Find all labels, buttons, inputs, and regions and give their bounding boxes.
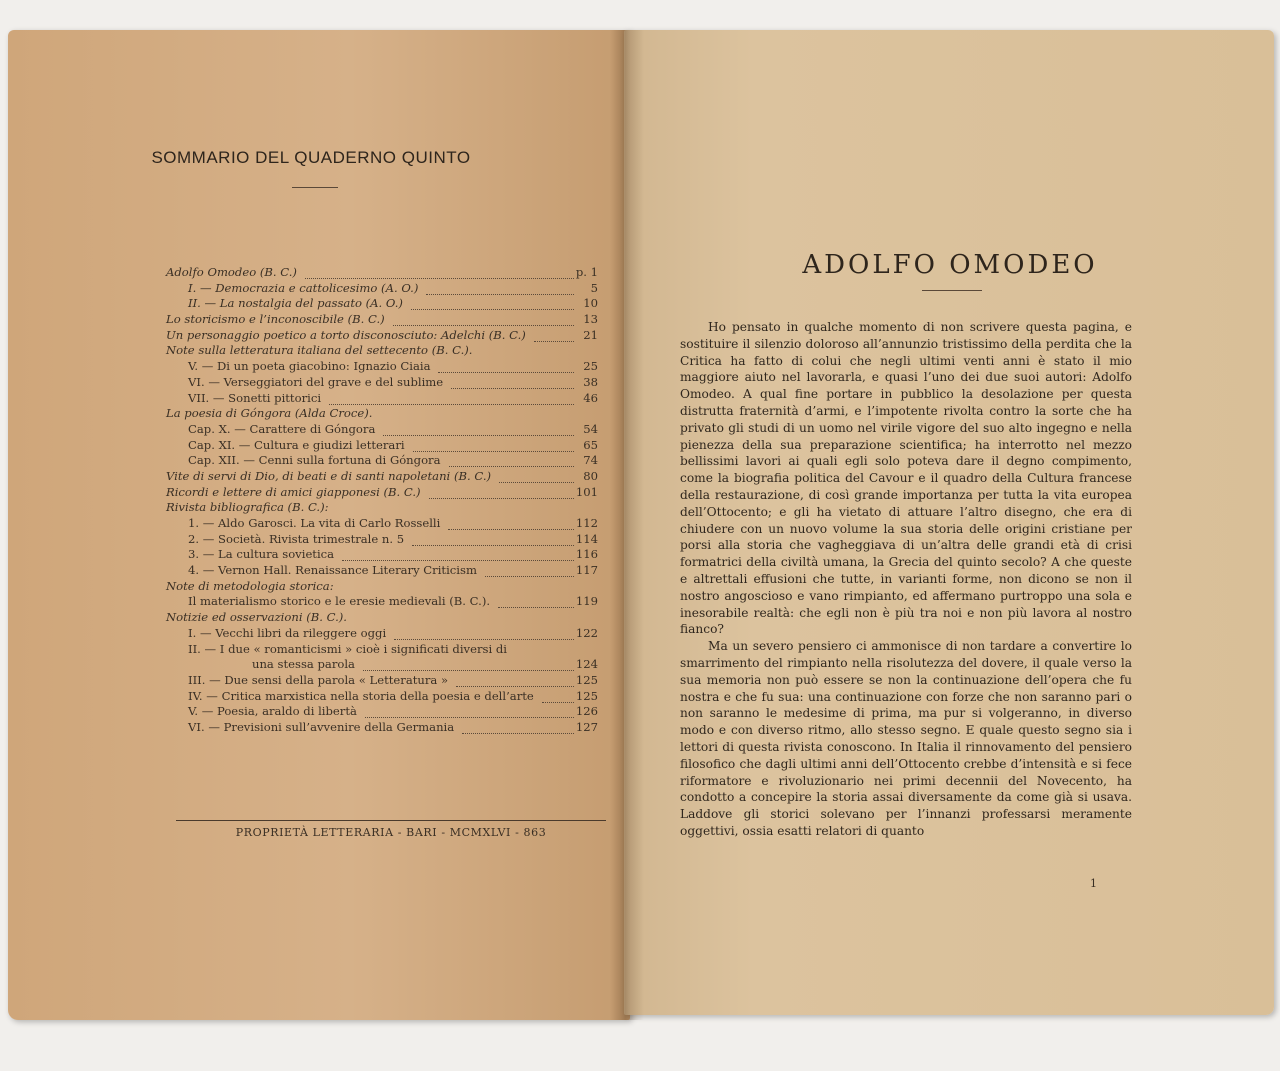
- page-number: 1: [1090, 877, 1097, 890]
- toc-leader-dots: [456, 677, 574, 687]
- toc-entry: [166, 469, 598, 485]
- toc-entry-title: V. — Di un poeta giacobino: Ignazio Ciaia: [188, 359, 431, 374]
- toc-page-number: 5: [590, 280, 598, 295]
- toc-entry: [166, 500, 598, 516]
- toc-page-number: 124: [575, 657, 598, 672]
- toc-entry-title: Notizie ed osservazioni (B. C.).: [166, 610, 347, 625]
- toc-leader-dots: [413, 442, 574, 452]
- toc-leader-dots: [383, 426, 574, 436]
- toc-entry: [166, 265, 598, 281]
- toc-entry-title: VII. — Sonetti pittorici: [188, 390, 322, 405]
- toc-entry: [166, 343, 598, 359]
- toc-entry: [166, 642, 598, 658]
- toc-entry-title: II. — La nostalgia del passato (A. O.): [188, 296, 403, 311]
- toc-entry-title: Cap. X. — Carattere di Góngora: [188, 421, 376, 436]
- toc-leader-dots: [342, 551, 574, 561]
- toc-leader-dots: [462, 724, 574, 734]
- toc-entry-title: Cap. XII. — Cenni sulla fortuna di Góngora: [188, 453, 441, 468]
- toc-entry-title: I. — Democrazia e cattolicesimo (A. O.): [188, 280, 419, 295]
- footer-rule: [176, 820, 606, 821]
- imprint-footer: PROPRIETÀ LETTERARIA - BARI - MCMXLVI - 863: [235, 826, 547, 839]
- toc-entry-title: Il materialismo storico e le eresie medievali (B. C.).: [188, 594, 491, 609]
- toc-leader-dots: [499, 473, 574, 483]
- toc-entry: [166, 485, 598, 501]
- toc-entry: [166, 673, 598, 689]
- toc-leader-dots: [305, 269, 574, 279]
- toc-entry: [166, 563, 598, 579]
- toc-page-number: 65: [583, 437, 598, 452]
- toc-page-number: 46: [583, 390, 598, 405]
- toc-entry: [166, 438, 598, 454]
- book-gutter: [610, 30, 644, 1020]
- toc-page-number: 54: [583, 421, 598, 436]
- article-title: ADOLFO OMODEO: [802, 250, 1098, 280]
- toc-entry: [166, 391, 598, 407]
- toc-entry: [166, 516, 598, 532]
- toc-entry-title: I. — Vecchi libri da rileggere oggi: [188, 625, 387, 640]
- toc-page-number: 101: [575, 484, 598, 499]
- toc-leader-dots: [329, 395, 574, 405]
- toc-leader-dots: [449, 457, 574, 467]
- toc-page-number: 116: [575, 547, 598, 562]
- toc-entry-title: 3. — La cultura sovietica: [188, 547, 335, 562]
- toc-entry: [166, 312, 598, 328]
- toc-entry: [166, 328, 598, 344]
- toc-page-number: 38: [583, 374, 598, 389]
- toc-leader-dots: [485, 567, 574, 577]
- toc-page-number: 25: [583, 359, 598, 374]
- toc-entry: [166, 532, 598, 548]
- toc-leader-dots: [412, 536, 574, 546]
- article-body: [680, 319, 1132, 840]
- toc-entry-title: 4. — Vernon Hall. Renaissance Literary Criticism: [188, 563, 477, 578]
- toc-entry-title: Cap. XI. — Cultura e giudizi letterari: [188, 437, 405, 452]
- toc-page-number: 114: [575, 531, 598, 546]
- toc-entry: [166, 657, 598, 673]
- toc-leader-dots: [393, 316, 574, 326]
- toc-entry: [166, 547, 598, 563]
- toc-entry-title: una stessa parola: [252, 657, 355, 672]
- toc-page-number: 122: [575, 625, 598, 640]
- toc-page-number: 127: [575, 719, 598, 734]
- toc-page-number: 74: [583, 453, 598, 468]
- toc-entry-title: VI. — Verseggiatori del grave e del sublime: [188, 374, 444, 389]
- toc-entry: [166, 626, 598, 642]
- toc-entry-title: VI. — Previsioni sull’avvenire della Germania: [188, 719, 455, 734]
- toc-page-number: 80: [583, 468, 598, 483]
- toc-entry: [166, 453, 598, 469]
- toc-entry-title: Adolfo Omodeo (B. C.): [166, 265, 297, 279]
- toc-page-number: p. 1: [575, 265, 598, 279]
- toc-entry: [166, 704, 598, 720]
- toc-page-number: 117: [575, 563, 598, 578]
- table-of-contents: [166, 265, 598, 736]
- toc-entry-title: Rivista bibliografica (B. C.):: [166, 500, 329, 515]
- toc-page-number: 125: [575, 688, 598, 703]
- toc-entry: [166, 579, 598, 595]
- article-paragraph: Ho pensato in qualche momento di non scrivere questa pagina, e sostituire il silenzio doloroso all’annunzio tristissimo della perdita che la Critica ha fatto di colui che negli ultimi venti anni è stato il mio maggiore aiuto nel lavorarla, e quasi l’uno dei due suoi autori: Adolfo Omodeo. A qual fine portare in pubblico la desolazione per questa distrutta fraternità d’armi, e l’impotente rivolta contro la sorte che ha privato gli studi di un uomo nel virile vigore del suo alto ingegno e nella pienezza della sua preparazione scientifica; ha interrotto nel mezzo bellissimi lavori ai quali egli solo poteva dare il degno compimento, come la biografia politica del Cavour e il quadro della Cultura francese della restaurazione, di così grande importanza per tutta la vita europea dell’Ottocento; e gli ha vietato di attuare l’altro disegno, che era di chiudere con un nuovo volume la sua storia delle origini cristiane per porsi alla storia che vagheggiava di un’altra delle grandi età di crisi formatrici della civiltà umana, la Grecia del quinto secolo? A che queste e altrettali effusioni che tutte, in varianti forme, non dicono se non il nostro angoscioso e vano rimpianto, ed affermano purtroppo una sola e inesorabile realtà: che egli non è più tra noi e non più lavora al nostro fianco?: [680, 320, 1132, 637]
- article-title-rule: [922, 290, 982, 291]
- toc-leader-dots: [394, 630, 574, 640]
- toc-entry: [166, 720, 598, 736]
- toc-entry-title: Un personaggio poetico a torto disconosciuto: Adelchi (B. C.): [166, 327, 526, 342]
- toc-leader-dots: [363, 661, 574, 671]
- toc-title-rule: [292, 187, 338, 188]
- toc-entry: [166, 422, 598, 438]
- toc-entry: [166, 594, 598, 610]
- toc-entry-title: V. — Poesia, araldo di libertà: [188, 704, 357, 719]
- toc-entry: [166, 406, 598, 422]
- toc-entry-title: 1. — Aldo Garosci. La vita di Carlo Rosselli: [188, 516, 441, 530]
- toc-entry-title: II. — I due « romanticismi » cioè i significati diversi di: [188, 641, 507, 656]
- toc-entry-title: Lo storicismo e l’inconoscibile (B. C.): [166, 312, 385, 327]
- toc-page-number: 119: [575, 594, 598, 609]
- toc-leader-dots: [542, 693, 574, 703]
- toc-leader-dots: [426, 285, 574, 295]
- toc-entry: [166, 359, 598, 375]
- toc-entry: [166, 689, 598, 705]
- toc-leader-dots: [448, 520, 574, 530]
- toc-entry-title: Vite di servi di Dio, di beati e di santi napoletani (B. C.): [166, 468, 492, 483]
- toc-entry-title: III. — Due sensi della parola « Letteratura »: [188, 672, 449, 687]
- toc-page-number: 10: [583, 296, 598, 311]
- toc-entry-title: Note sulla letteratura italiana del settecento (B. C.).: [166, 343, 473, 358]
- article-paragraph: Ma un severo pensiero ci ammonisce di non tardare a convertire lo smarrimento del rimpianto nella risolutezza del dovere, il quale verso la sua memoria non può essere se non la continuazione dell’opera che fu nostra e che fu sua: una continuazione con forze che non saranno pari o non saranno le medesime di prima, ma pur si volgeranno, in diverso modo e con diverso ritmo, allo stesso segno. E quale questo segno sia i lettori di questa rivista conoscono. In Italia il rinnovamento del pensiero filosofico che dagli ultimi anni dell’Ottocento crebbe d’intensità e si fece riformatore e rivoluzionario nei primi decennii del Novecento, ha condotto a concepire la storia assai diversamente da come già si usava. Laddove gli storici solevano per l’innanzi professarsi meramente oggettivi, ossia esatti relatori di quanto: [680, 639, 1132, 838]
- toc-page-number: 126: [575, 704, 598, 719]
- toc-entry: [166, 296, 598, 312]
- toc-leader-dots: [498, 598, 574, 608]
- toc-page-number: 125: [575, 672, 598, 687]
- toc-entry: [166, 610, 598, 626]
- toc-entry-title: 2. — Società. Rivista trimestrale n. 5: [188, 531, 405, 546]
- toc-leader-dots: [534, 332, 574, 342]
- toc-leader-dots: [429, 489, 574, 499]
- toc-title: SOMMARIO DEL QUADERNO QUINTO: [151, 148, 471, 167]
- toc-entry: [166, 281, 598, 297]
- toc-leader-dots: [451, 379, 574, 389]
- toc-leader-dots: [438, 363, 574, 373]
- toc-entry-title: Note di metodologia storica:: [166, 578, 334, 593]
- toc-page-number: 112: [575, 516, 598, 530]
- toc-page-number: 21: [583, 327, 598, 342]
- toc-entry-title: La poesia di Góngora (Alda Croce).: [166, 406, 373, 421]
- toc-entry-title: Ricordi e lettere di amici giapponesi (B. C.): [166, 484, 421, 499]
- toc-leader-dots: [365, 708, 574, 718]
- toc-page-number: 13: [583, 312, 598, 327]
- toc-entry-title: IV. — Critica marxistica nella storia della poesia e dell’arte: [188, 688, 534, 703]
- toc-leader-dots: [411, 300, 574, 310]
- toc-entry: [166, 375, 598, 391]
